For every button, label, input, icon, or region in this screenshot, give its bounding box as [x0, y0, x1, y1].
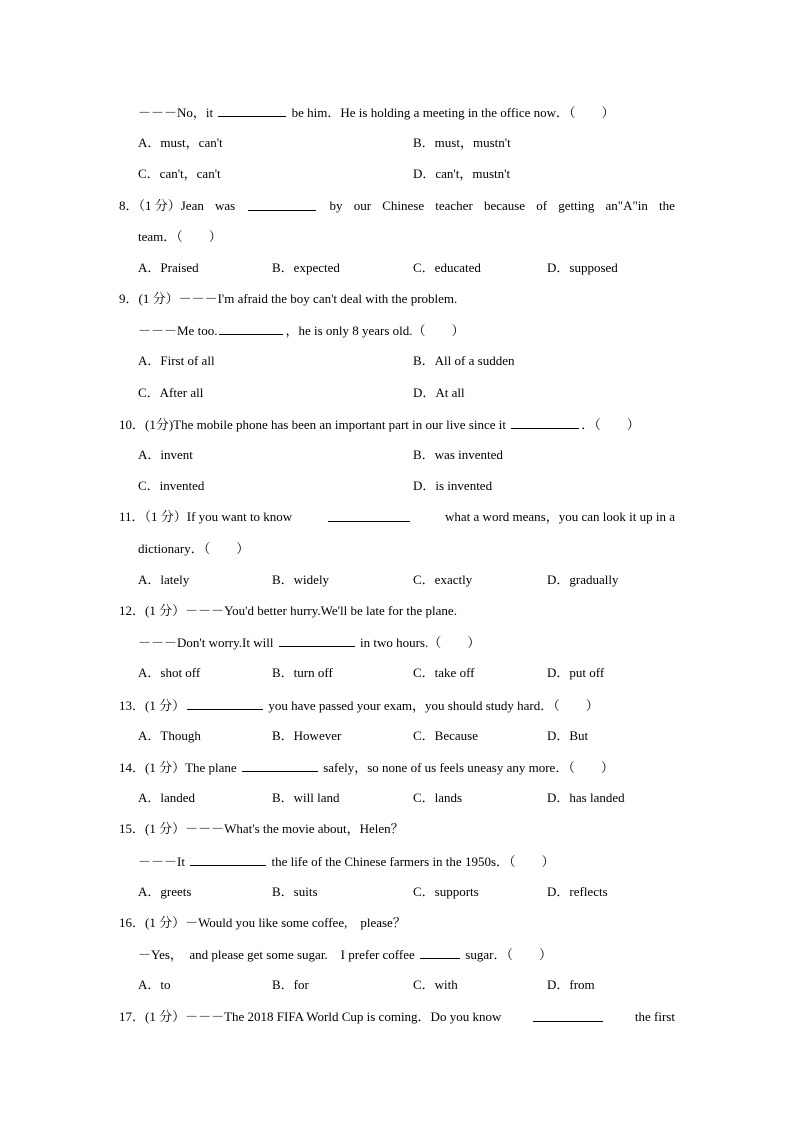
answer-blank[interactable] — [533, 1009, 603, 1022]
q10-stem-part2: ．（ ） — [581, 417, 640, 432]
q7-option-b[interactable]: B．must，mustn't — [413, 135, 511, 150]
answer-blank[interactable] — [420, 946, 460, 959]
q10-option-c[interactable]: C．invented — [138, 478, 205, 493]
q12-stem-part1: －－－Don't worry.It will — [138, 635, 274, 650]
q15-option-b[interactable]: B．suits — [272, 884, 318, 899]
q14-stem-part1: 14．(1 分）The plane — [119, 760, 237, 775]
q17-stem-part2: the first — [634, 1009, 675, 1024]
q14-stem-part2: safely，so none of us feels uneasy any more．（ ） — [323, 760, 614, 775]
q9-stem-line1: 9．(1 分）－－－I'm afraid the boy can't deal with the problem. — [119, 291, 458, 306]
q12-option-a[interactable]: A．shot off — [138, 665, 201, 680]
q8-option-c[interactable]: C．educated — [413, 260, 481, 275]
q8-word: was — [215, 198, 236, 213]
q8-option-b[interactable]: B．expected — [272, 260, 340, 275]
q16-option-a[interactable]: A．to — [138, 977, 171, 992]
q9-option-b[interactable]: B．All of a sudden — [413, 353, 515, 368]
answer-blank[interactable] — [187, 697, 263, 710]
q10-option-d[interactable]: D．is invented — [413, 478, 493, 493]
answer-blank[interactable] — [248, 198, 316, 211]
q7-stem-part2: be him．He is holding a meeting in the office now．（ ） — [291, 105, 615, 120]
q14-option-d[interactable]: D．has landed — [547, 790, 625, 805]
q13-stem — [119, 697, 599, 714]
q13-stem-part2: you have passed your exam，you should study hard．（ ） — [268, 698, 599, 713]
q9-option-d[interactable]: D．At all — [413, 385, 465, 400]
q10-stem — [119, 416, 640, 433]
q14-stem — [119, 759, 614, 776]
q13-option-d[interactable]: D．But — [547, 728, 589, 743]
q16-stem-part1: －Yes， and please get some sugar. I prefer coffee — [138, 947, 415, 962]
q12-stem-part2: in two hours.（ ） — [359, 635, 481, 650]
q13-option-a[interactable]: A．Though — [138, 728, 201, 743]
q9-option-c[interactable]: C．After all — [138, 385, 204, 400]
q12-stem-line2 — [138, 634, 480, 651]
q11-option-d[interactable]: D．gradually — [547, 572, 619, 587]
q16-stem-line1: 16．(1 分）－Would you like some coffee, please？ — [119, 915, 406, 930]
q10-stem-part1: 10．(1分)The mobile phone has been an important part in our live since it — [119, 417, 507, 432]
q13-option-b[interactable]: B．However — [272, 728, 342, 743]
q9-stem-part2: ，he is only 8 years old.（ ） — [285, 323, 465, 338]
q11-stem-part2: what a word means，you can look it up in a — [445, 509, 675, 524]
q16-option-d[interactable]: D．from — [547, 977, 595, 992]
q11-option-c[interactable]: C．exactly — [413, 572, 473, 587]
q16-option-c[interactable]: C．with — [413, 977, 458, 992]
answer-blank[interactable] — [511, 416, 579, 429]
q17-stem-part1: 17．(1 分）－－－The 2018 FIFA World Cup is coming．Do you know — [119, 1009, 502, 1024]
q16-stem-line2 — [138, 946, 552, 963]
q8-word: by — [329, 198, 343, 213]
q10-option-a[interactable]: A．invent — [138, 447, 193, 462]
q11-option-b[interactable]: B．widely — [272, 572, 330, 587]
q16-option-b[interactable]: B．for — [272, 977, 309, 992]
q15-option-d[interactable]: D．reflects — [547, 884, 608, 899]
q8-option-a[interactable]: A．Praised — [138, 260, 199, 275]
q11-stem-line1 — [119, 509, 675, 525]
answer-blank[interactable] — [190, 853, 266, 866]
q16-stem-part2: sugar．（ ） — [465, 947, 552, 962]
q11-option-a[interactable]: A．lately — [138, 572, 190, 587]
q9-option-a[interactable]: A．First of all — [138, 353, 215, 368]
q8-word: Chinese — [382, 198, 425, 213]
q17-stem-line1 — [119, 1009, 675, 1025]
q13-stem-part1: 13．(1 分） — [119, 698, 186, 713]
q8-word: of — [536, 198, 548, 213]
q14-option-b[interactable]: B．will land — [272, 790, 340, 805]
q15-option-c[interactable]: C．supports — [413, 884, 479, 899]
q8-word: 8．（1 分）Jean — [119, 198, 204, 213]
q8-stem-line1 — [119, 198, 675, 214]
q15-stem-part1: －－－It — [138, 854, 185, 869]
q8-stem-line2: team．（ ） — [138, 229, 222, 244]
q8-word: because — [483, 198, 526, 213]
q15-stem-line1: 15．(1 分）－－－What's the movie about，Helen？ — [119, 821, 404, 836]
q9-stem-part1: －－－Me too. — [138, 323, 218, 338]
q8-word: the — [659, 198, 675, 213]
q11-stem-part1: 11．（1 分）If you want to know — [119, 509, 293, 524]
q15-stem-line2 — [138, 853, 555, 870]
q15-stem-part2: the life of the Chinese farmers in the 1950s．（ ） — [271, 854, 555, 869]
answer-blank[interactable] — [242, 759, 318, 772]
q7-stem — [138, 104, 615, 121]
q8-word: teacher — [435, 198, 473, 213]
answer-blank[interactable] — [219, 322, 283, 335]
q7-option-a[interactable]: A．must，can't — [138, 135, 223, 150]
q12-option-d[interactable]: D．put off — [547, 665, 605, 680]
q12-stem-line1: 12．(1 分）－－－You'd better hurry.We'll be late for the plane. — [119, 603, 457, 618]
answer-blank[interactable] — [328, 509, 410, 522]
q7-option-c[interactable]: C．can't，can't — [138, 166, 221, 181]
q14-option-a[interactable]: A．landed — [138, 790, 196, 805]
answer-blank[interactable] — [279, 634, 355, 647]
q13-option-c[interactable]: C．Because — [413, 728, 478, 743]
q9-stem-line2 — [138, 322, 465, 339]
q15-option-a[interactable]: A．greets — [138, 884, 192, 899]
q7-option-d[interactable]: D．can't，mustn't — [413, 166, 511, 181]
q10-option-b[interactable]: B．was invented — [413, 447, 503, 462]
q7-stem-part1: －－－No，it — [138, 105, 214, 120]
q8-word: an"A"in — [605, 198, 648, 213]
q8-word: our — [353, 198, 372, 213]
q12-option-c[interactable]: C．take off — [413, 665, 475, 680]
q11-stem-line2: dictionary．（ ） — [138, 541, 250, 556]
q14-option-c[interactable]: C．lands — [413, 790, 463, 805]
q8-option-d[interactable]: D．supposed — [547, 260, 618, 275]
answer-blank[interactable] — [218, 104, 286, 117]
q12-option-b[interactable]: B．turn off — [272, 665, 333, 680]
q8-word: getting — [558, 198, 595, 213]
